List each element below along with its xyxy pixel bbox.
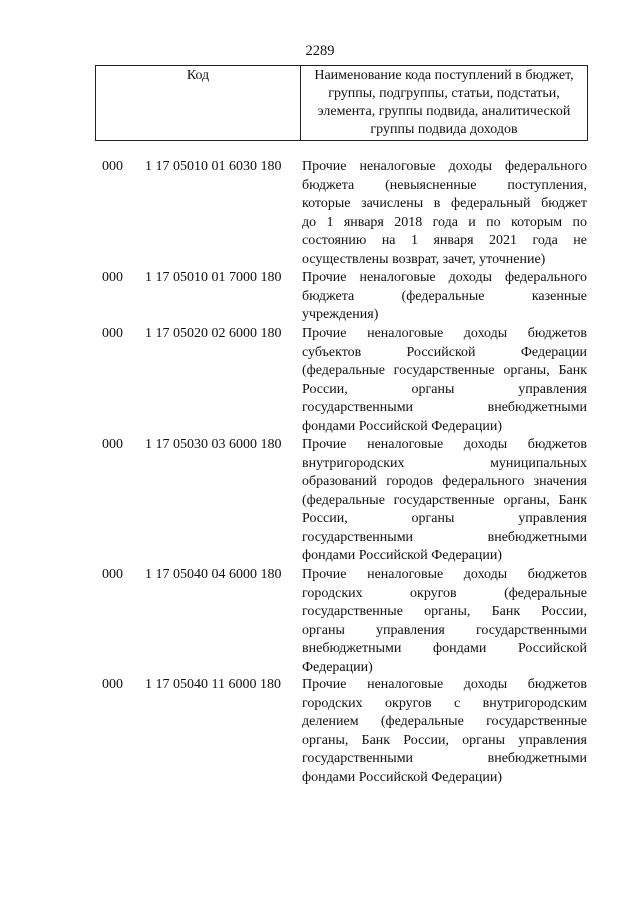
description-line: (федеральные государственные органы, Банк <box>302 363 587 378</box>
header-name-label <box>301 66 587 140</box>
income-code: 1 17 05040 11 6000 180 <box>145 677 281 692</box>
header-name-line: Наименование кода поступлений в бюджет, <box>314 68 574 83</box>
description-line: государственными внебюджетными <box>302 529 587 545</box>
description-line: учреждения) <box>302 307 379 322</box>
income-description <box>302 566 587 677</box>
description-line: до 1 января 2018 года и по которым по <box>302 214 587 230</box>
description-line: России, органы управления <box>302 511 587 526</box>
description-line: (федеральные государственные органы, Банк <box>302 492 587 508</box>
income-description <box>302 436 587 566</box>
description-line: осуществлены возврат, зачет, уточнение) <box>302 251 546 267</box>
table-header <box>95 65 588 141</box>
description-line: бюджета (невыясненные поступления, <box>302 177 587 193</box>
header-name-line: группы, подгруппы, статьи, подстатьи, <box>328 86 560 101</box>
income-code: 1 17 05020 02 6000 180 <box>145 326 282 341</box>
admin-code: 000 <box>102 159 123 174</box>
description-line: которые зачислены в федеральный бюджет <box>302 196 587 211</box>
description-line: государственные органы, Банк России, <box>302 604 587 619</box>
income-description <box>302 676 587 787</box>
description-line: Федерации) <box>302 659 373 675</box>
description-line: бюджета (федеральные казенные <box>302 288 587 304</box>
description-line: городских округов (федеральные <box>302 585 587 601</box>
description-line: состоянию на 1 января 2021 года не <box>302 233 587 248</box>
description-line: Прочие неналоговые доходы бюджетов <box>302 567 587 582</box>
page-number: 2289 <box>305 43 335 59</box>
description-line: фондами Российской Федерации) <box>302 418 503 434</box>
admin-code: 000 <box>102 567 123 582</box>
income-code: 1 17 05040 04 6000 180 <box>145 567 282 582</box>
income-description <box>302 158 587 269</box>
header-name-line: группы подвида доходов <box>370 122 518 137</box>
description-line: фондами Российской Федерации) <box>302 769 503 785</box>
description-line: России, органы управления <box>302 381 587 397</box>
income-description <box>302 325 587 436</box>
admin-code: 000 <box>102 677 123 692</box>
description-line: фондами Российской Федерации) <box>302 548 503 563</box>
income-description <box>302 269 587 325</box>
description-line: государственными внебюджетными <box>302 400 587 415</box>
description-line: внутригородских муниципальных <box>302 455 587 471</box>
admin-code: 000 <box>102 270 123 285</box>
description-line: образований городов федерального значения <box>302 474 587 489</box>
description-line: внебюджетными фондами Российской <box>302 641 587 656</box>
description-line: Прочие неналоговые доходы бюджетов <box>302 437 587 452</box>
description-line: Прочие неналоговые доходы бюджетов <box>302 326 587 341</box>
income-code: 1 17 05010 01 7000 180 <box>145 270 282 285</box>
description-line: городских округов с внутригородским <box>302 695 587 711</box>
income-code: 1 17 05010 01 6030 180 <box>145 159 282 174</box>
description-line: делением (федеральные государственные <box>302 714 587 729</box>
description-line: Прочие неналоговые доходы бюджетов <box>302 677 587 692</box>
description-line: Прочие неналоговые доходы федерального <box>302 270 587 285</box>
description-line: субъектов Российской Федерации <box>302 344 587 360</box>
admin-code: 000 <box>102 437 123 452</box>
header-name-line: элемента, группы подвида, аналитической <box>317 104 571 119</box>
header-code-label: Код <box>96 66 301 140</box>
description-line: государственными внебюджетными <box>302 751 587 766</box>
description-line: органы управления государственными <box>302 622 587 638</box>
description-line: органы, Банк России, органы управления <box>302 732 587 748</box>
income-code: 1 17 05030 03 6000 180 <box>145 437 282 452</box>
description-line: Прочие неналоговые доходы федерального <box>302 159 587 174</box>
admin-code: 000 <box>102 326 123 341</box>
